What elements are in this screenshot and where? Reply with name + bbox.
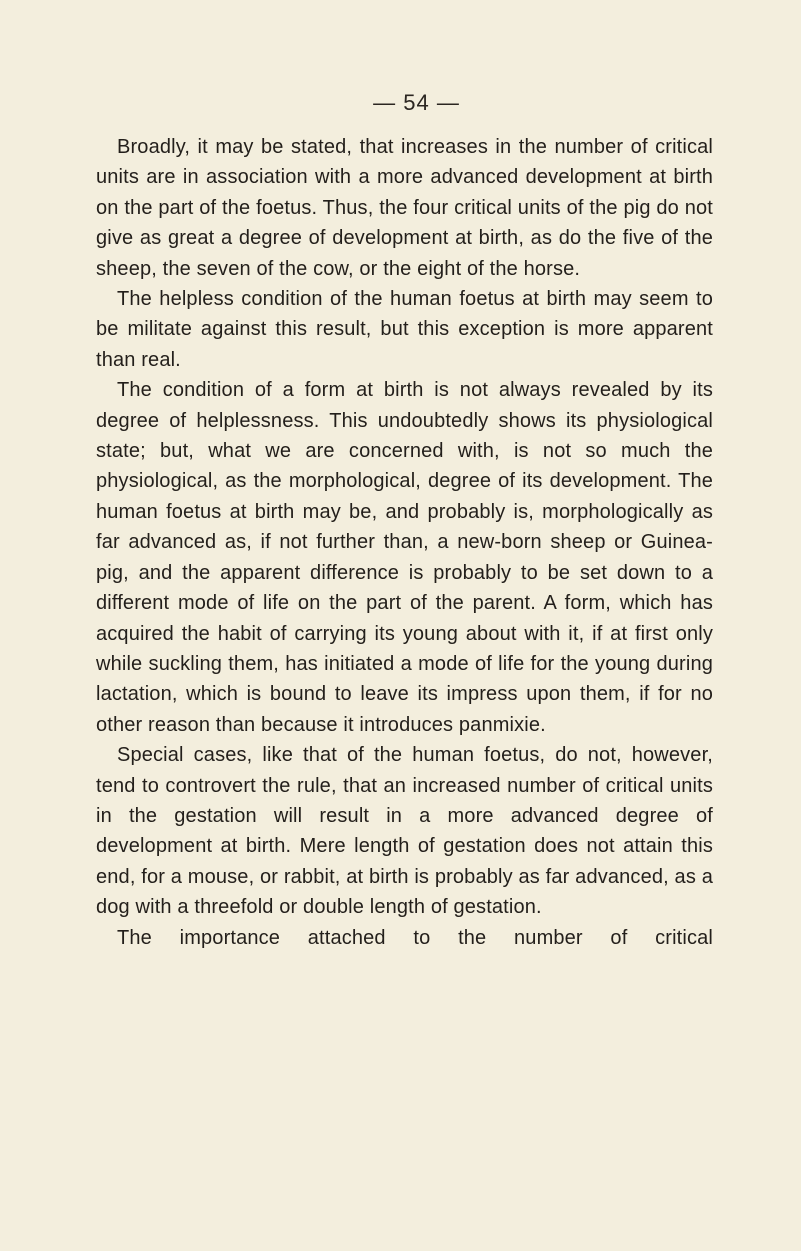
paragraph: The condition of a form at birth is not always revealed by its degree of helplessness. This undoubtedly shows its physiological state; but, what we are concerned with, is not so much the physiological, as the morphological, degree of its development. The human foetus at birth may be, and probably is, morphologically as far advanced as, if not further than, a new-born sheep or Guinea-pig, and the apparent difference is probably to be set down to a different mode of life on the part of the parent. A form, which has acquired the habit of carrying its young about with it, if at first only while suckling them, has initiated a mode of life for the young during lactation, which is bound to leave its impress upon them, if for no other reason than because it introduces panmixie.: [96, 379, 713, 736]
page-number: — 54 —: [373, 90, 460, 115]
paragraph: Special cases, like that of the human foetus, do not, however, tend to controvert the rule, that an increased number of critical units in the gestation will result in a more advanced degree of development at birth. Mere length of gestation does not attain this end, for a mouse, or rabbit, at birth is probably as far advanced, as a dog with a threefold or double length of gestation.: [96, 744, 713, 919]
paragraph: The importance attached to the number of critical: [117, 926, 713, 949]
paragraph: Broadly, it may be stated, that increases in the number of critical units are in association with a more advanced development at birth on the part of the foetus. Thus, the four critical units of the pig do not give as great a degree of development at birth, as do the five of the sheep, the seven of the cow, or the eight of the horse.: [96, 136, 713, 280]
body-text: [96, 132, 713, 953]
paragraph: The helpless condition of the human foetus at birth may seem to be militate against this result, but this exception is more apparent than real.: [96, 288, 713, 371]
